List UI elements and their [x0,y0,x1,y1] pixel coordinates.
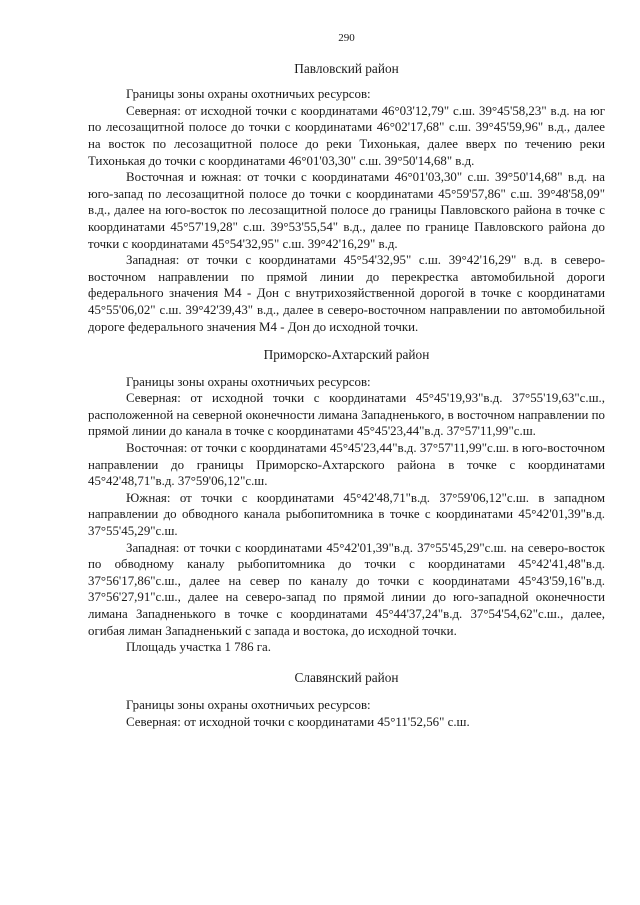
paragraph: Границы зоны охраны охотничьих ресурсов: [126,374,371,389]
paragraph: Западная: от точки с координатами 45°54'32,95" с.ш. 39°42'16,29" в.д. в северо-восточном направлении по прямой линии до перекрестка автомобильной дороги федерального значения М4 - Дон с внутрихозяйственной дорогой в точке с координатами 45°55'06,02" с.ш. 39°42'39,43" в.д., далее в северо-восточном направлении по автомобильной дороге федерального значения М4 - Дон до исходной точки. [88,253,605,334]
area-statement: Площадь участка 1 786 га. [126,640,271,655]
paragraph: Северная: от исходной точки с координатами 45°45'19,93"в.д. 37°55'19,63"с.ш., расположенной на северной оконечности лимана Западненького, в восточном направлении по прямой линии до канала в точке с координатами 45°45'23,44"в.д. 37°57'11,99"с.ш. [88,391,605,439]
paragraph: Восточная: от точки с координатами 45°45'23,44"в.д. 37°57'11,99"с.ш. в юго-восточном направлении до границы Приморско-Ахтарского района в точке с координатами 45°42'48,71"в.д. 37°59'06,12"с.ш. [88,441,605,489]
section-title-primorsko-akhtarsky: Приморско-Ахтарский район [263,347,430,363]
paragraph: Северная: от исходной точки с координатами 46°03'12,79" с.ш. 39°45'58,23" в.д. на юг по лесозащитной полосе до точки с координатами 46°02'17,68" с.ш. 39°45'59,96" в.д., далее на восток по лесозащитной полосе до реки Тихонькая, далее вверх по течению реки Тихонькая до точки с координатами 46°01'03,30" с.ш. 39°50'14,68" в.д. [88,103,605,168]
paragraph: Северная: от исходной точки с координатами 45°11'52,56" с.ш. [126,714,470,729]
paragraph: Восточная и южная: от точки с координатами 46°01'03,30" с.ш. 39°50'14,68" в.д. на юго-запад по лесозащитной полосе до точки с координатами 45°59'57,86" с.ш. 39°48'58,09" в.д., далее на юго-восток по лесозащитной полосе до границы Павловского района в точке с координатами 45°57'19,28" с.ш. 39°53'55,54" в.д., далее по границе Павловского района до точки с координатами 45°54'32,95" с.ш. 39°42'16,29" в.д. [88,170,605,251]
document-page [88,30,605,731]
section-title-pavlovsky: Павловский район [294,60,399,76]
paragraph: Границы зоны охраны охотничьих ресурсов: [126,87,371,102]
paragraph: Южная: от точки с координатами 45°42'48,71"в.д. 37°59'06,12"с.ш. в западном направлении до обводного канала рыбопитомника в точке с координатами 45°42'01,39"в.д. 37°55'45,29"с.ш. [88,490,605,539]
section-title-slavyansky: Славянский район [294,669,399,685]
page-number: 290 [338,32,355,44]
paragraph: Границы зоны охраны охотничьих ресурсов: [126,698,371,713]
paragraph: Западная: от точки с координатами 45°42'01,39"в.д. 37°55'45,29"с.ш. на северо-восток по обводному каналу рыбопитомника до точки с координатами 45°42'41,48"в.д. 37°56'17,86"с.ш., далее на север по каналу до точки с координатами 45°43'59,16"в.д. 37°56'27,91"с.ш., далее на северо-запад по прямой линии до юго-западной оконечности лимана Западненького в точке с координатами 45°44'37,24"в.д. 37°54'54,62"с.ш., далее, огибая лиман Западненький с запада и востока, до исходной точки. [88,540,605,638]
